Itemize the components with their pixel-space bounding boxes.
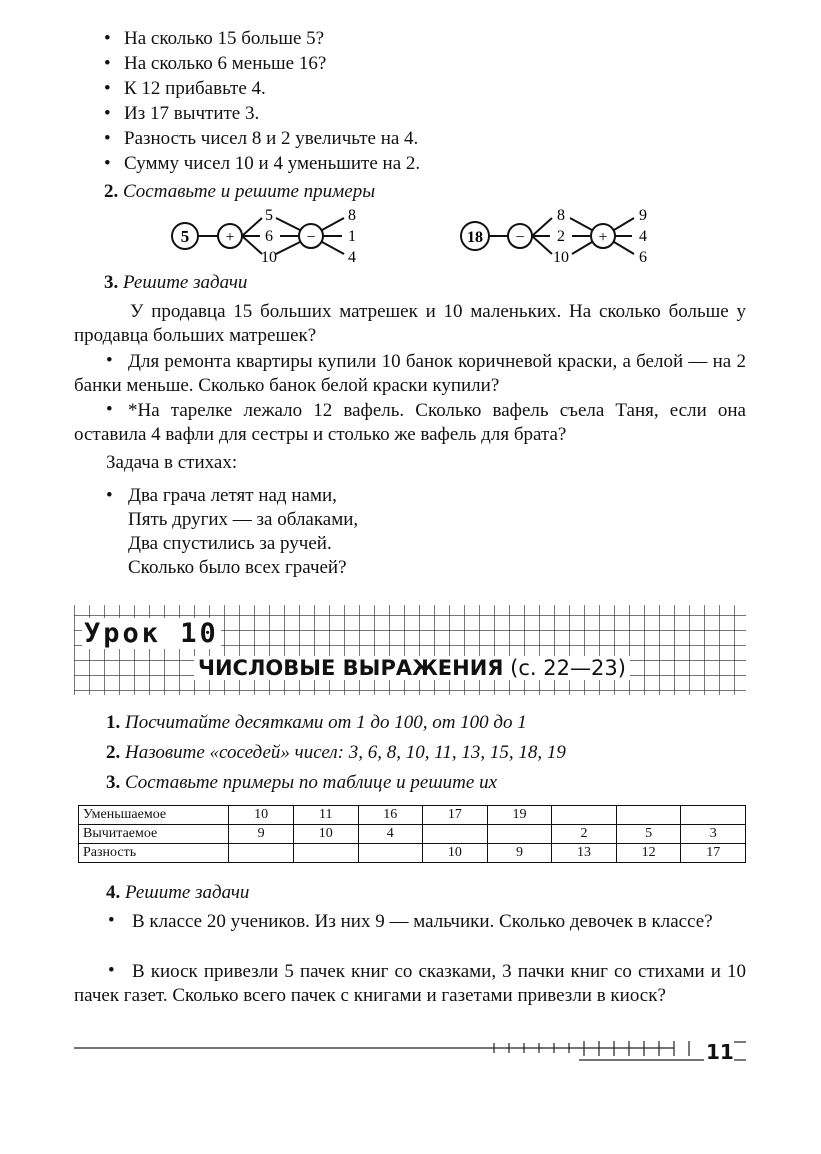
bullet-glyph: •: [106, 399, 113, 420]
diagram-out-value: 6: [639, 249, 647, 266]
poem-line: Два спустились за ручей.: [128, 533, 332, 554]
task-text: Составьте и решите примеры: [123, 181, 376, 202]
table-cell: 19: [487, 806, 552, 825]
operator-minus: −: [515, 229, 525, 246]
table-cell: 13: [552, 844, 617, 863]
task3-problem-2: Для ремонта квартиры купили 10 банок коричневой краски, а белой — на 2 банки меньше. Сколько банок белой краски купили?: [74, 351, 746, 396]
row-label: Вычитаемое: [79, 825, 229, 844]
lesson-title: ЧИСЛОВЫЕ ВЫРАЖЕНИЯ (с. 22—23): [194, 656, 630, 680]
diagram-mid-value: 2: [557, 228, 565, 245]
bullet-item: К 12 прибавьте 4.: [124, 78, 266, 99]
diagram-out-value: 4: [639, 228, 647, 245]
diagram-out-value: 4: [348, 249, 356, 266]
table-cell: 10: [293, 825, 358, 844]
diagram-out-value: 9: [639, 207, 647, 224]
table-cell: 12: [616, 844, 681, 863]
row-label: Уменьшаемое: [79, 806, 229, 825]
task4-problem-2: В киоск привезли 5 пачек книг со сказками, 3 пачки книг со стихами и 10 пачек газет. Сколько всего пачек с книгами и газетами привезли в киоск?: [74, 961, 746, 1006]
bullet-item: На сколько 6 меньше 16?: [124, 53, 327, 74]
task-text: Посчитайте десятками от 1 до 100, от 100 до 1: [125, 712, 527, 733]
table-cell: 5: [616, 825, 681, 844]
lesson-task-3: [106, 772, 497, 794]
bullet-item: Из 17 вычтите 3.: [124, 103, 260, 124]
subtraction-table: [78, 805, 746, 863]
table-row: [79, 825, 746, 844]
poem-line: Сколько было всех грачей?: [128, 557, 347, 578]
table-cell: [358, 844, 423, 863]
bullet-glyph: •: [108, 960, 115, 981]
row-label: Разность: [79, 844, 229, 863]
bullet-glyph: •: [106, 485, 113, 506]
table-cell: 10: [229, 806, 294, 825]
task-number: 1.: [106, 712, 121, 733]
table-cell: [229, 844, 294, 863]
table-cell: [293, 844, 358, 863]
poem-title: Задача в стихах:: [106, 452, 238, 473]
operator-minus: −: [306, 229, 316, 246]
diagram-mid-value: 5: [265, 207, 273, 224]
task-number: 2.: [106, 742, 121, 763]
task3-problem-3: *На тарелке лежало 12 вафель. Сколько вафель съела Таня, если она оставила 4 вафли для сестры и столько же вафель для брата?: [74, 400, 746, 445]
table-cell: [681, 806, 746, 825]
diagram-18: [450, 200, 670, 272]
task-number: 3.: [104, 272, 119, 293]
task-number: 4.: [106, 882, 121, 903]
lesson-label: Урок 10: [84, 618, 219, 649]
table-cell: 3: [681, 825, 746, 844]
table-cell: 10: [423, 844, 488, 863]
diagram-mid-value: 6: [265, 228, 273, 245]
diagram-out-value: 8: [348, 207, 356, 224]
bullet-glyph: •: [104, 28, 111, 49]
table-row: [79, 806, 746, 825]
diagram-mid-value: 10: [553, 249, 569, 266]
bullet-glyph: •: [104, 153, 111, 174]
table-cell: [616, 806, 681, 825]
table-row: [79, 844, 746, 863]
bullet-glyph: •: [106, 350, 113, 371]
bullet-glyph: •: [108, 910, 115, 931]
diagram-start: 5: [180, 227, 190, 246]
table-cell: [423, 825, 488, 844]
table-cell: 9: [487, 844, 552, 863]
diagram-mid-value: 8: [557, 207, 565, 224]
lesson-pages: (с. 22—23): [510, 656, 626, 680]
operator-plus: +: [598, 229, 608, 246]
table-cell: [552, 806, 617, 825]
diagram-mid-value: 10: [261, 249, 277, 266]
footer-rule: [74, 1036, 754, 1066]
task3-heading: [104, 272, 247, 294]
bullet-item: На сколько 15 больше 5?: [124, 28, 325, 49]
bullet-glyph: •: [104, 53, 111, 74]
task-text: Решите задачи: [125, 882, 250, 903]
table-cell: 4: [358, 825, 423, 844]
table-cell: 11: [293, 806, 358, 825]
operator-plus: +: [225, 229, 235, 246]
table-cell: [487, 825, 552, 844]
lesson-title-bar: [194, 656, 630, 680]
poem-line: Два грача летят над нами,: [128, 485, 337, 506]
diagram-out-value: 1: [348, 228, 356, 245]
task-text: Назовите «соседей» чисел: 3, 6, 8, 10, 11, 13, 15, 18, 19: [125, 742, 566, 763]
table-cell: 17: [681, 844, 746, 863]
bullet-glyph: •: [104, 103, 111, 124]
bullet-item: Сумму чисел 10 и 4 уменьшите на 2.: [124, 153, 421, 174]
task4-problem-1: В классе 20 учеников. Из них 9 — мальчики. Сколько девочек в классе?: [132, 911, 713, 932]
lesson-grid-background: [74, 600, 750, 700]
bullet-glyph: •: [104, 78, 111, 99]
table-cell: 9: [229, 825, 294, 844]
table-cell: 2: [552, 825, 617, 844]
table-cell: 16: [358, 806, 423, 825]
task3-problem-1: У продавца 15 больших матрешек и 10 маленьких. На сколько больше у продавца больших матрешек?: [74, 301, 746, 346]
diagram-start: 18: [467, 229, 483, 246]
page-number: 11: [706, 1040, 734, 1064]
bullet-item: Разность чисел 8 и 2 увеличьте на 4.: [124, 128, 419, 149]
lesson-task-2: [106, 742, 566, 764]
lesson-task-1: [106, 712, 527, 734]
bullet-glyph: •: [104, 128, 111, 149]
task-text: Решите задачи: [123, 272, 248, 293]
table-cell: 17: [423, 806, 488, 825]
task4-heading: [106, 882, 249, 904]
diagram-5: [160, 200, 380, 272]
task-number: 2.: [104, 181, 119, 202]
poem-line: Пять других — за облаками,: [128, 509, 359, 530]
task-text: Составьте примеры по таблице и решите их: [125, 772, 498, 793]
task-number: 3.: [106, 772, 121, 793]
